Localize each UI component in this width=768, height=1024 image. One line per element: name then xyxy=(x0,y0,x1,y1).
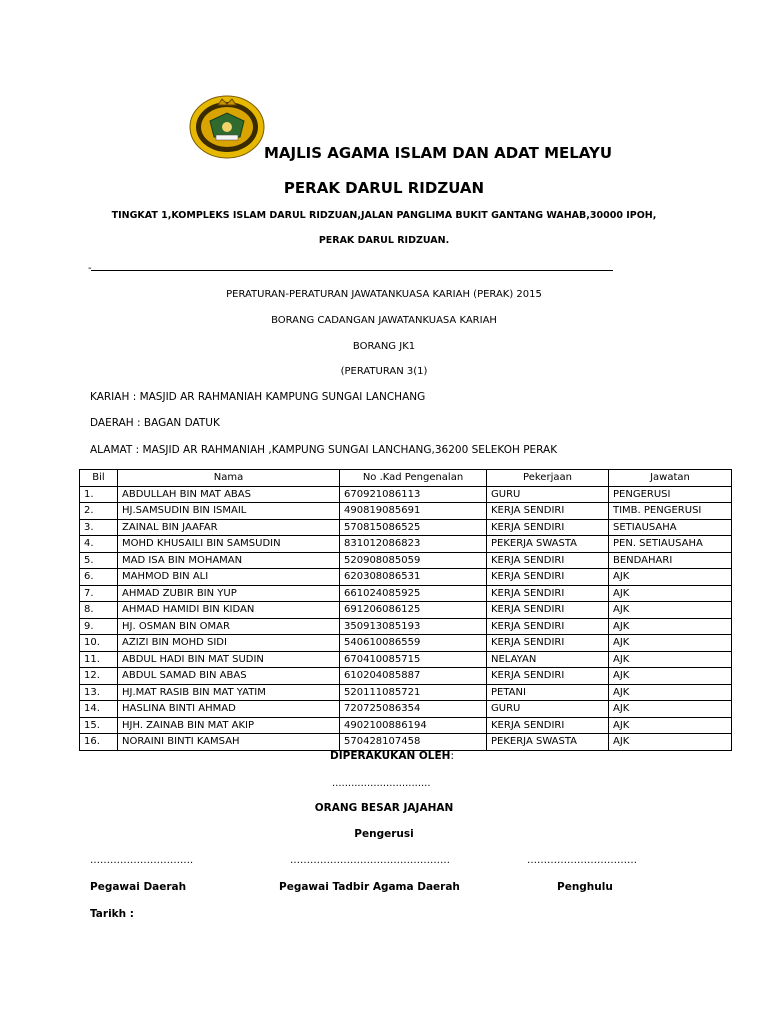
tarikh-label: Tarikh : xyxy=(90,908,134,920)
cell-jawatan: AJK xyxy=(609,602,732,619)
cell-jawatan: AJK xyxy=(609,618,732,635)
pengerusi-label: Pengerusi xyxy=(354,828,414,840)
cell-ic: 720725086354 xyxy=(340,701,487,718)
cell-nama: HASLINA BINTI AHMAD xyxy=(118,701,340,718)
cell-ic: 350913085193 xyxy=(340,618,487,635)
cell-jawatan: AJK xyxy=(609,734,732,751)
cell-jawatan: AJK xyxy=(609,585,732,602)
cell-pekerjaan: KERJA SENDIRI xyxy=(487,569,609,586)
table-row xyxy=(80,635,732,652)
signature-line-left: …………………………. xyxy=(90,855,194,866)
cell-ic: 520908085059 xyxy=(340,552,487,569)
separator-dash: - xyxy=(88,263,92,274)
table-body xyxy=(80,486,732,750)
table-row xyxy=(80,569,732,586)
signature-line-right: …………………………… xyxy=(527,855,637,866)
cell-ic: 570428107458 xyxy=(340,734,487,751)
cell-ic: 831012086823 xyxy=(340,536,487,553)
signature-line-center: ............................... xyxy=(332,778,431,789)
cell-bil: 11. xyxy=(80,651,118,668)
pegawai-daerah-label: Pegawai Daerah xyxy=(90,881,187,893)
cell-pekerjaan: GURU xyxy=(487,701,609,718)
rule-reference: (PERATURAN 3(1) xyxy=(340,366,428,377)
cell-ic: 691206086125 xyxy=(340,602,487,619)
cell-nama: HJ.SAMSUDIN BIN ISMAIL xyxy=(118,503,340,520)
cell-pekerjaan: KERJA SENDIRI xyxy=(487,519,609,536)
cell-ic: 520111085721 xyxy=(340,684,487,701)
cell-bil: 12. xyxy=(80,668,118,685)
cell-nama: ABDULLAH BIN MAT ABAS xyxy=(118,486,340,503)
cell-bil: 14. xyxy=(80,701,118,718)
cell-bil: 4. xyxy=(80,536,118,553)
cell-nama: MAHMOD BIN ALI xyxy=(118,569,340,586)
table-row xyxy=(80,717,732,734)
cell-jawatan: AJK xyxy=(609,684,732,701)
cell-ic: 540610086559 xyxy=(340,635,487,652)
cell-bil: 13. xyxy=(80,684,118,701)
table-row xyxy=(80,519,732,536)
cell-bil: 1. xyxy=(80,486,118,503)
header-ic: No .Kad Pengenalan xyxy=(340,470,487,487)
cell-pekerjaan: PETANI xyxy=(487,684,609,701)
cell-jawatan: PEN. SETIAUSAHA xyxy=(609,536,732,553)
cell-nama: ABDUL SAMAD BIN ABAS xyxy=(118,668,340,685)
endorsed-by-label xyxy=(330,750,454,762)
cell-pekerjaan: PEKERJA SWASTA xyxy=(487,536,609,553)
pegawai-tadbir-label: Pegawai Tadbir Agama Daerah xyxy=(279,881,460,893)
organization-title: MAJLIS AGAMA ISLAM DAN ADAT MELAYU xyxy=(264,144,613,162)
cell-ic: 661024085925 xyxy=(340,585,487,602)
emblem-icon xyxy=(188,91,266,159)
cell-jawatan: AJK xyxy=(609,569,732,586)
alamat-field: ALAMAT : MASJID AR RAHMANIAH ,KAMPUNG SUNGAI LANCHANG,36200 SELEKOH PERAK xyxy=(90,444,558,456)
cell-pekerjaan: GURU xyxy=(487,486,609,503)
table-row xyxy=(80,618,732,635)
table-row xyxy=(80,585,732,602)
cell-nama: ABDUL HADI BIN MAT SUDIN xyxy=(118,651,340,668)
cell-pekerjaan: KERJA SENDIRI xyxy=(487,635,609,652)
cell-pekerjaan: KERJA SENDIRI xyxy=(487,552,609,569)
table-row xyxy=(80,602,732,619)
cell-bil: 3. xyxy=(80,519,118,536)
cell-ic: 610204085887 xyxy=(340,668,487,685)
endorsed-by-colon: : xyxy=(450,750,455,762)
table-row xyxy=(80,552,732,569)
cell-bil: 7. xyxy=(80,585,118,602)
cell-ic: 620308086531 xyxy=(340,569,487,586)
cell-nama: AZIZI BIN MOHD SIDI xyxy=(118,635,340,652)
form-title: BORANG CADANGAN JAWATANKUASA KARIAH xyxy=(271,315,497,326)
cell-pekerjaan: KERJA SENDIRI xyxy=(487,668,609,685)
cell-pekerjaan: KERJA SENDIRI xyxy=(487,618,609,635)
cell-nama: AHMAD HAMIDI BIN KIDAN xyxy=(118,602,340,619)
cell-bil: 5. xyxy=(80,552,118,569)
cell-bil: 9. xyxy=(80,618,118,635)
table-row xyxy=(80,701,732,718)
cell-bil: 6. xyxy=(80,569,118,586)
table-row xyxy=(80,684,732,701)
form-code: BORANG JK1 xyxy=(352,341,416,352)
cell-bil: 8. xyxy=(80,602,118,619)
daerah-field: DAERAH : BAGAN DATUK xyxy=(90,417,220,429)
cell-ic: 570815086525 xyxy=(340,519,487,536)
regulation-title: PERATURAN-PERATURAN JAWATANKUASA KARIAH (PERAK) 2015 xyxy=(226,289,542,300)
cell-bil: 2. xyxy=(80,503,118,520)
cell-bil: 16. xyxy=(80,734,118,751)
cell-jawatan: AJK xyxy=(609,717,732,734)
cell-pekerjaan: KERJA SENDIRI xyxy=(487,717,609,734)
table-row xyxy=(80,668,732,685)
address-line-1: TINGKAT 1,KOMPLEKS ISLAM DARUL RIDZUAN,JALAN PANGLIMA BUKIT GANTANG WAHAB,30000 IPOH, xyxy=(111,210,657,221)
cell-jawatan: TIMB. PENGERUSI xyxy=(609,503,732,520)
kariah-field: KARIAH : MASJID AR RAHMANIAH KAMPUNG SUNGAI LANCHANG xyxy=(90,391,426,403)
header-jawatan: Jawatan xyxy=(609,470,732,487)
cell-jawatan: AJK xyxy=(609,651,732,668)
header-pekerjaan: Pekerjaan xyxy=(487,470,609,487)
cell-jawatan: AJK xyxy=(609,668,732,685)
cell-ic: 670921086113 xyxy=(340,486,487,503)
cell-jawatan: PENGERUSI xyxy=(609,486,732,503)
separator-rule xyxy=(91,270,613,271)
header-nama: Nama xyxy=(118,470,340,487)
cell-pekerjaan: KERJA SENDIRI xyxy=(487,585,609,602)
cell-pekerjaan: KERJA SENDIRI xyxy=(487,602,609,619)
header-bil: Bil xyxy=(80,470,118,487)
cell-jawatan: BENDAHARI xyxy=(609,552,732,569)
cell-pekerjaan: KERJA SENDIRI xyxy=(487,503,609,520)
cell-nama: NORAINI BINTI KAMSAH xyxy=(118,734,340,751)
cell-nama: HJ. OSMAN BIN OMAR xyxy=(118,618,340,635)
cell-nama: AHMAD ZUBIR BIN YUP xyxy=(118,585,340,602)
cell-bil: 10. xyxy=(80,635,118,652)
cell-nama: HJ.MAT RASIB BIN MAT YATIM xyxy=(118,684,340,701)
cell-pekerjaan: NELAYAN xyxy=(487,651,609,668)
cell-jawatan: SETIAUSAHA xyxy=(609,519,732,536)
orang-besar-jajahan: ORANG BESAR JAJAHAN xyxy=(314,802,454,814)
cell-nama: MAD ISA BIN MOHAMAN xyxy=(118,552,340,569)
address-line-2: PERAK DARUL RIDZUAN. xyxy=(318,235,450,246)
endorsed-by-text: DIPERAKUKAN OLEH xyxy=(330,750,451,762)
cell-ic: 490819085691 xyxy=(340,503,487,520)
cell-bil: 15. xyxy=(80,717,118,734)
cell-jawatan: AJK xyxy=(609,701,732,718)
cell-nama: HJH. ZAINAB BIN MAT AKIP xyxy=(118,717,340,734)
penghulu-label: Penghulu xyxy=(557,881,613,893)
table-row xyxy=(80,486,732,503)
committee-table xyxy=(79,469,732,751)
table-row xyxy=(80,734,732,751)
cell-ic: 4902100886194 xyxy=(340,717,487,734)
cell-nama: MOHD KHUSAILI BIN SAMSUDIN xyxy=(118,536,340,553)
cell-pekerjaan: PEKERJA SWASTA xyxy=(487,734,609,751)
table-row xyxy=(80,536,732,553)
cell-jawatan: AJK xyxy=(609,635,732,652)
table-header-row xyxy=(80,470,732,487)
cell-ic: 670410085715 xyxy=(340,651,487,668)
cell-nama: ZAINAL BIN JAAFAR xyxy=(118,519,340,536)
organization-subtitle: PERAK DARUL RIDZUAN xyxy=(283,179,485,197)
signature-line-middle: ………………………………………… xyxy=(290,855,450,866)
table-row xyxy=(80,503,732,520)
table-row xyxy=(80,651,732,668)
